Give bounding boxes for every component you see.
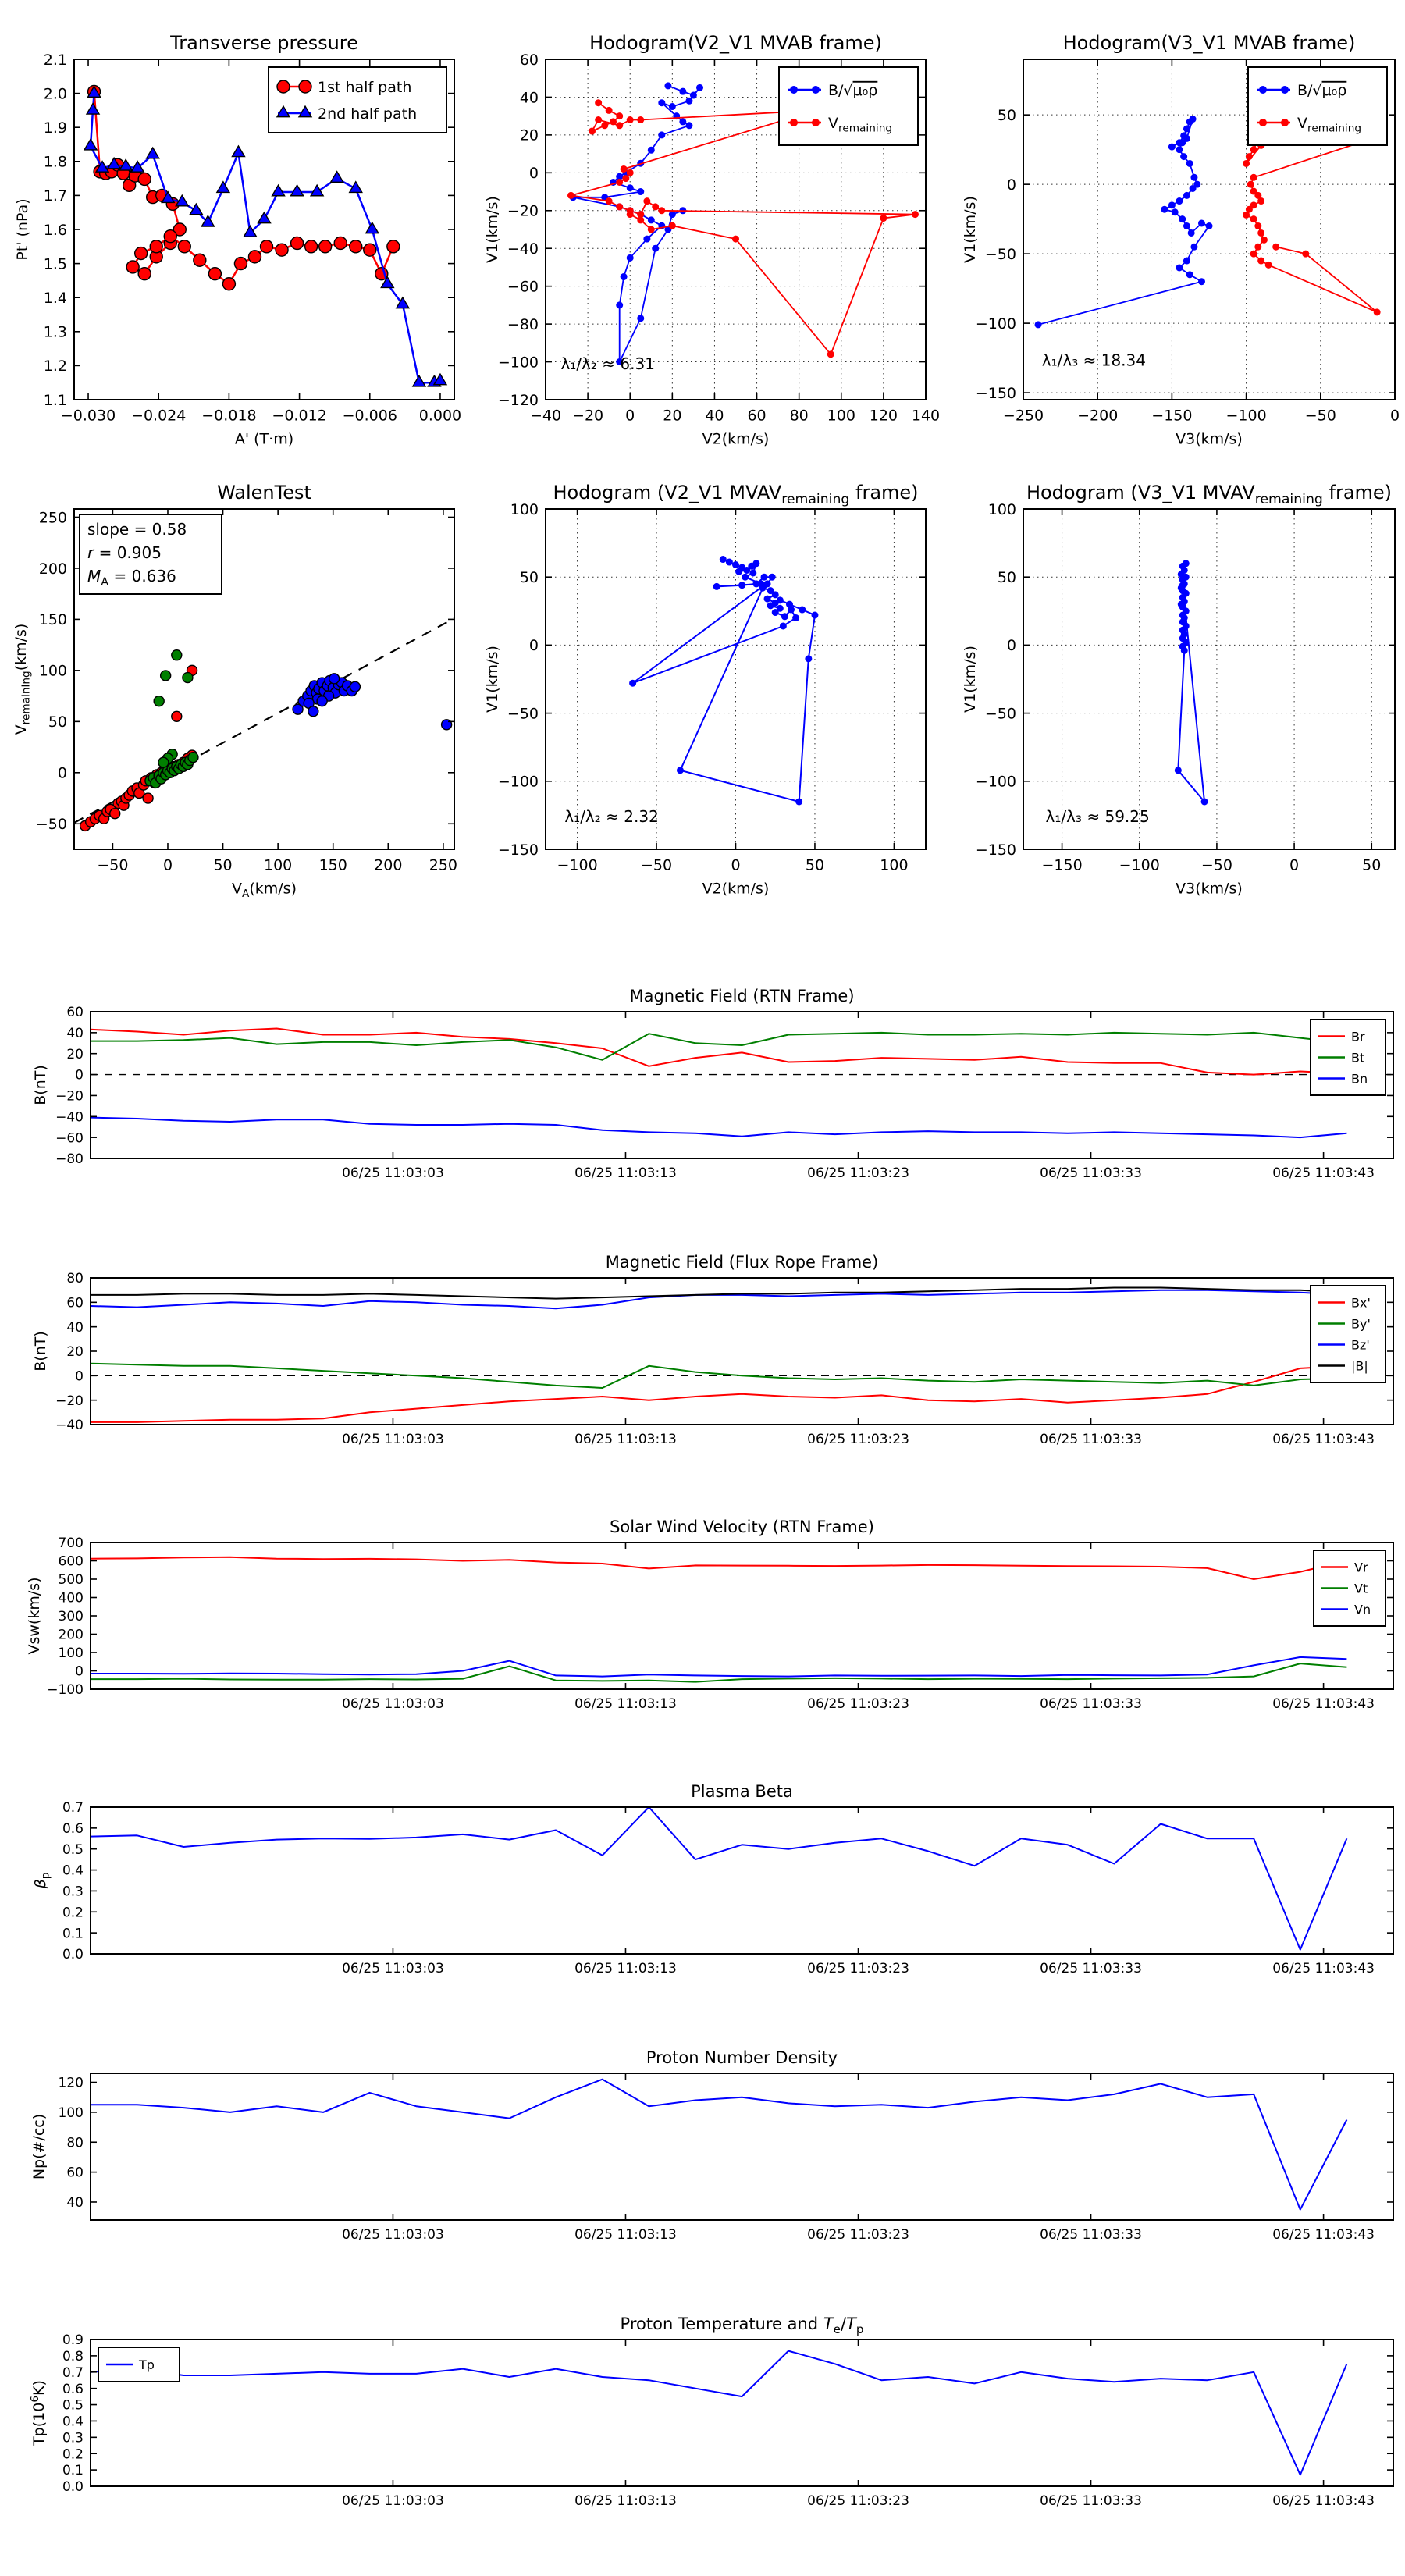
hodogram-v2v1-mvav-ytick-label: 100 bbox=[510, 500, 539, 518]
hodogram-v2v1-mvav-grid bbox=[546, 509, 926, 849]
mag-rtn-legend bbox=[1311, 1019, 1385, 1095]
mag-fluxrope-ytick-label: 60 bbox=[66, 1295, 84, 1311]
transverse-pressure-ytick-label: 1.5 bbox=[43, 255, 67, 273]
transverse-pressure-ytick-label: 1.6 bbox=[43, 221, 67, 239]
proton-temperature-title: Proton Temperature and $T_e/T_p$ bbox=[620, 2314, 864, 2336]
velocity-rtn-ytick-label: 100 bbox=[58, 1646, 84, 1662]
velocity-rtn-legend bbox=[1314, 1550, 1385, 1626]
proton-density-ytick-label: 40 bbox=[66, 2195, 84, 2211]
mag-rtn-ytick-label: −60 bbox=[55, 1130, 84, 1147]
hodogram-v3v1-mvab-legend bbox=[1248, 67, 1387, 145]
mag-fluxrope-ytick-label: −40 bbox=[55, 1418, 84, 1434]
walen-test-title: WalenTest bbox=[217, 482, 311, 503]
panel-mag-fluxrope bbox=[32, 1253, 1393, 1447]
hodogram-v2v1-mvab-ytick-label: −100 bbox=[497, 354, 539, 372]
proton-temperature-ytick-label: 0.6 bbox=[62, 2381, 84, 2397]
mag-fluxrope-ytick-label: −20 bbox=[55, 1393, 84, 1409]
transverse-pressure-ytick-label: 1.1 bbox=[43, 391, 67, 409]
hodogram-v3v1-mvav-series-b bbox=[1175, 560, 1208, 805]
velocity-rtn-ytick-label: 400 bbox=[58, 1590, 84, 1606]
transverse-pressure-ytick-label: 1.8 bbox=[43, 153, 67, 171]
hodogram-v3v1-mvab-xtick-label: −100 bbox=[1225, 407, 1267, 425]
hodogram-v2v1-mvab-series-b bbox=[570, 82, 703, 365]
walen-test-stats-line: slope = 0.58 bbox=[87, 520, 187, 539]
plasma-beta-ytick-label: 0.4 bbox=[62, 1863, 84, 1879]
hodogram-v2v1-mvav-ytick-label: 0 bbox=[528, 637, 539, 655]
hodogram-v2v1-mvab-legend-label: $V_{remaining}$ bbox=[828, 114, 893, 135]
proton-density-ytick-label: 120 bbox=[58, 2075, 84, 2091]
hodogram-v2v1-mvab-ytick-label: −60 bbox=[507, 278, 539, 296]
hodogram-v2v1-mvab-xtick-label: 60 bbox=[747, 407, 767, 425]
velocity-rtn-axes bbox=[91, 1542, 1393, 1689]
hodogram-v3v1-mvab-xtick-label: −200 bbox=[1077, 407, 1119, 425]
proton-density-xtick-label: 06/25 11:03:13 bbox=[574, 2226, 677, 2243]
proton-temperature-legend bbox=[98, 2347, 180, 2382]
proton-density-xtick-label: 06/25 11:03:33 bbox=[1040, 2226, 1142, 2243]
hodogram-v2v1-mvab-xtick-label: 20 bbox=[663, 407, 682, 425]
mag-rtn-ytick-label: −20 bbox=[55, 1088, 84, 1105]
velocity-rtn-ylabel: Vsw(km/s) bbox=[26, 1577, 43, 1655]
walen-test-stats-line: r = 0.905 bbox=[87, 543, 162, 562]
hodogram-v2v1-mvav-annotation: λ₁/λ₂ ≈ 2.32 bbox=[564, 807, 659, 827]
proton-density-ytick-label: 100 bbox=[58, 2105, 84, 2121]
hodogram-v3v1-mvab-xtick-label: −150 bbox=[1151, 407, 1193, 425]
mag-rtn-series-bn bbox=[91, 1118, 1346, 1138]
panel-transverse-pressure bbox=[14, 32, 461, 448]
velocity-rtn-xtick-label: 06/25 11:03:23 bbox=[807, 1695, 909, 1712]
hodogram-v2v1-mvav-ytick-label: −100 bbox=[497, 773, 539, 791]
panel-mag-rtn bbox=[32, 987, 1393, 1181]
velocity-rtn-series-vr bbox=[91, 1557, 1346, 1579]
velocity-rtn-xtick-label: 06/25 11:03:33 bbox=[1040, 1695, 1142, 1712]
walen-test-ytick-label: 150 bbox=[38, 611, 67, 629]
hodogram-v3v1-mvab-ytick-label: 0 bbox=[1006, 176, 1016, 194]
panel-hodogram-v3v1-mvav bbox=[962, 482, 1395, 898]
velocity-rtn-title: Solar Wind Velocity (RTN Frame) bbox=[610, 1517, 874, 1536]
walen-test-xtick-label: 50 bbox=[213, 856, 233, 874]
hodogram-v3v1-mvav-ytick-label: 50 bbox=[997, 569, 1016, 587]
hodogram-v2v1-mvav-xlabel: V2(km/s) bbox=[702, 880, 770, 898]
proton-density-xtick-label: 06/25 11:03:03 bbox=[342, 2226, 444, 2243]
walen-test-ytick-label: 250 bbox=[38, 509, 67, 527]
mag-fluxrope-xtick-label: 06/25 11:03:33 bbox=[1040, 1431, 1142, 1447]
velocity-rtn-ytick-label: 200 bbox=[58, 1627, 84, 1643]
plasma-beta-series-beta-p bbox=[91, 1807, 1346, 1950]
proton-density-xtick-label: 06/25 11:03:43 bbox=[1272, 2226, 1375, 2243]
proton-temperature-ytick-label: 0.5 bbox=[62, 2397, 84, 2414]
hodogram-v2v1-mvab-title: Hodogram(V2_V1 MVAB frame) bbox=[589, 32, 882, 54]
transverse-pressure-ytick-label: 1.2 bbox=[43, 358, 67, 375]
proton-density-title: Proton Number Density bbox=[646, 2048, 838, 2067]
panel-hodogram-v2v1-mvav bbox=[484, 482, 926, 898]
transverse-pressure-ytick-label: 1.4 bbox=[43, 290, 67, 308]
hodogram-v2v1-mvab-ytick-label: 20 bbox=[519, 126, 539, 144]
mag-fluxrope-series--b- bbox=[91, 1288, 1346, 1299]
hodogram-v2v1-mvav-xtick-label: 0 bbox=[731, 856, 741, 874]
mag-rtn-series-br bbox=[91, 1029, 1346, 1075]
walen-test-series-scatter-red bbox=[80, 665, 197, 831]
hodogram-v3v1-mvav-xtick-label: −100 bbox=[1119, 856, 1160, 874]
mag-fluxrope-title: Magnetic Field (Flux Rope Frame) bbox=[605, 1253, 879, 1272]
hodogram-v3v1-mvab-xtick-label: −50 bbox=[1304, 407, 1336, 425]
hodogram-v3v1-mvav-ticks bbox=[976, 501, 1395, 874]
velocity-rtn-ytick-label: 300 bbox=[58, 1609, 84, 1625]
transverse-pressure-ytick-label: 1.9 bbox=[43, 119, 67, 137]
hodogram-v3v1-mvav-axes bbox=[1023, 509, 1395, 849]
proton-temperature-axes bbox=[91, 2339, 1393, 2486]
plasma-beta-ytick-label: 0.3 bbox=[62, 1884, 84, 1900]
plasma-beta-ytick-label: 0.2 bbox=[62, 1905, 84, 1921]
hodogram-v2v1-mvab-xtick-label: −20 bbox=[572, 407, 604, 425]
proton-temperature-series-tp bbox=[91, 2351, 1346, 2475]
walen-test-xtick-label: 200 bbox=[374, 856, 403, 874]
walen-test-stats-line: $M_A = 0.636$ bbox=[87, 567, 176, 589]
panel-proton-density bbox=[30, 2048, 1393, 2243]
transverse-pressure-title: Transverse pressure bbox=[170, 32, 358, 54]
velocity-rtn-ytick-label: 500 bbox=[58, 1572, 84, 1589]
velocity-rtn-xtick-label: 06/25 11:03:03 bbox=[342, 1695, 444, 1712]
hodogram-v3v1-mvav-ytick-label: −150 bbox=[975, 841, 1016, 859]
hodogram-v3v1-mvab-ytick-label: 50 bbox=[997, 107, 1016, 125]
hodogram-v3v1-mvav-ylabel: V1(km/s) bbox=[962, 646, 979, 713]
walen-test-ylabel: $V_{remaining}(km/s)$ bbox=[12, 623, 33, 735]
hodogram-v2v1-mvab-xtick-label: −40 bbox=[529, 407, 562, 425]
mag-rtn-ytick-label: 40 bbox=[66, 1025, 84, 1041]
transverse-pressure-xtick-label: −0.012 bbox=[272, 407, 327, 425]
hodogram-v2v1-mvav-ticks bbox=[498, 501, 926, 874]
hodogram-v2v1-mvab-ytick-label: 60 bbox=[519, 51, 539, 69]
hodogram-v3v1-mvav-ytick-label: −100 bbox=[975, 773, 1016, 791]
velocity-rtn-series-vt bbox=[91, 1663, 1346, 1682]
hodogram-v3v1-mvab-ytick-label: −50 bbox=[984, 245, 1016, 263]
walen-test-stats-box bbox=[80, 514, 222, 594]
hodogram-v2v1-mvav-xtick-label: 50 bbox=[805, 856, 825, 874]
transverse-pressure-ytick-label: 2.1 bbox=[43, 51, 67, 69]
plasma-beta-xtick-label: 06/25 11:03:03 bbox=[342, 1960, 444, 1976]
proton-temperature-ytick-label: 0.7 bbox=[62, 2364, 84, 2381]
transverse-pressure-legend bbox=[269, 67, 446, 133]
hodogram-v3v1-mvab-ytick-label: −100 bbox=[975, 315, 1016, 333]
walen-test-ytick-label: −50 bbox=[35, 816, 67, 834]
mag-fluxrope-legend-label: By' bbox=[1351, 1316, 1371, 1332]
walen-test-xtick-label: 250 bbox=[429, 856, 458, 874]
hodogram-v3v1-mvav-grid bbox=[1023, 509, 1395, 849]
hodogram-v2v1-mvab-xtick-label: 0 bbox=[625, 407, 635, 425]
hodogram-v2v1-mvav-xtick-label: 100 bbox=[880, 856, 909, 874]
hodogram-v3v1-mvab-series-b bbox=[1035, 116, 1213, 328]
hodogram-v3v1-mvav-xtick-label: −150 bbox=[1041, 856, 1083, 874]
panel-velocity-rtn bbox=[26, 1517, 1393, 1712]
proton-temperature-ytick-label: 0.9 bbox=[62, 2332, 84, 2349]
hodogram-v3v1-mvab-legend-label: $V_{remaining}$ bbox=[1297, 114, 1362, 135]
transverse-pressure-xtick-label: −0.006 bbox=[342, 407, 397, 425]
hodogram-v2v1-mvab-xlabel: V2(km/s) bbox=[702, 430, 770, 448]
velocity-rtn-legend-label: Vn bbox=[1354, 1602, 1371, 1617]
hodogram-v3v1-mvav-xtick-label: 0 bbox=[1289, 856, 1300, 874]
velocity-rtn-ytick-label: −100 bbox=[47, 1682, 84, 1699]
walen-test-ytick-label: 50 bbox=[48, 713, 67, 731]
proton-temperature-ytick-label: 0.2 bbox=[62, 2446, 84, 2463]
hodogram-v3v1-mvab-annotation: λ₁/λ₃ ≈ 18.34 bbox=[1041, 350, 1146, 370]
plasma-beta-ytick-label: 0.1 bbox=[62, 1926, 84, 1942]
proton-temperature-xtick-label: 06/25 11:03:23 bbox=[807, 2492, 909, 2509]
mag-rtn-ytick-label: −40 bbox=[55, 1109, 84, 1126]
panel-hodogram-v3v1-mvab bbox=[962, 32, 1400, 448]
hodogram-v2v1-mvab-xtick-label: 80 bbox=[789, 407, 809, 425]
plasma-beta-ylabel: $\beta_p$ bbox=[32, 1872, 52, 1889]
transverse-pressure-xtick-label: 0.000 bbox=[418, 407, 462, 425]
mag-fluxrope-legend bbox=[1311, 1286, 1385, 1382]
mag-rtn-ytick-label: 20 bbox=[66, 1046, 84, 1062]
walen-test-xtick-label: −50 bbox=[97, 856, 129, 874]
hodogram-v3v1-mvab-xlabel: V3(km/s) bbox=[1176, 430, 1243, 448]
plasma-beta-title: Plasma Beta bbox=[691, 1782, 793, 1801]
hodogram-v3v1-mvab-ylabel: V1(km/s) bbox=[962, 196, 979, 263]
panel-hodogram-v2v1-mvab bbox=[484, 32, 940, 448]
hodogram-v2v1-mvav-title: Hodogram (V2_V1 $MVAV_{remaining}$ frame) bbox=[553, 482, 919, 507]
hodogram-v2v1-mvab-ytick-label: −120 bbox=[497, 391, 539, 409]
hodogram-v2v1-mvab-legend-label: B/√μ₀ρ bbox=[828, 81, 878, 99]
mag-fluxrope-ticks bbox=[55, 1271, 1393, 1447]
velocity-rtn-legend-label: Vt bbox=[1354, 1581, 1368, 1596]
panel-plasma-beta bbox=[32, 1782, 1393, 1976]
proton-temperature-ytick-label: 0.1 bbox=[62, 2463, 84, 2479]
hodogram-v2v1-mvav-series-b bbox=[629, 556, 818, 805]
hodogram-v3v1-mvab-ytick-label: −150 bbox=[975, 384, 1016, 402]
mag-rtn-xtick-label: 06/25 11:03:43 bbox=[1272, 1165, 1375, 1181]
hodogram-v3v1-mvab-title: Hodogram(V3_V1 MVAB frame) bbox=[1062, 32, 1356, 54]
hodogram-v3v1-mvav-xtick-label: 50 bbox=[1362, 856, 1382, 874]
mag-fluxrope-series-bz- bbox=[91, 1290, 1346, 1309]
walen-test-xtick-label: 150 bbox=[318, 856, 347, 874]
proton-density-series-np bbox=[91, 2080, 1346, 2210]
hodogram-v2v1-mvav-xtick-label: −50 bbox=[640, 856, 673, 874]
transverse-pressure-ylabel: Pt' (nPa) bbox=[14, 198, 31, 261]
proton-temperature-xtick-label: 06/25 11:03:33 bbox=[1040, 2492, 1142, 2509]
walen-test-ytick-label: 100 bbox=[38, 662, 67, 680]
hodogram-v2v1-mvab-ytick-label: −40 bbox=[507, 240, 539, 258]
mag-rtn-xtick-label: 06/25 11:03:03 bbox=[342, 1165, 444, 1181]
hodogram-v3v1-mvav-xtick-label: −50 bbox=[1200, 856, 1232, 874]
plasma-beta-xtick-label: 06/25 11:03:43 bbox=[1272, 1960, 1375, 1976]
mag-rtn-ylabel: B(nT) bbox=[32, 1065, 49, 1105]
mag-fluxrope-xtick-label: 06/25 11:03:23 bbox=[807, 1431, 909, 1447]
mag-fluxrope-legend-label: Bz' bbox=[1351, 1337, 1370, 1353]
velocity-rtn-ticks bbox=[47, 1535, 1393, 1712]
hodogram-v2v1-mvab-xtick-label: 100 bbox=[827, 407, 855, 425]
velocity-rtn-legend-label: Vr bbox=[1354, 1560, 1368, 1575]
hodogram-v3v1-mvab-series-vremaining bbox=[1243, 130, 1381, 316]
panel-walen-test bbox=[12, 482, 457, 900]
transverse-pressure-ytick-label: 1.7 bbox=[43, 187, 67, 205]
hodogram-v2v1-mvab-xtick-label: 40 bbox=[705, 407, 724, 425]
transverse-pressure-legend-label: 2nd half path bbox=[318, 105, 418, 123]
plasma-beta-ytick-label: 0.6 bbox=[62, 1820, 84, 1837]
proton-temperature-ytick-label: 0.3 bbox=[62, 2430, 84, 2446]
plasma-beta-axes bbox=[91, 1807, 1393, 1954]
mag-fluxrope-legend-label: Bx' bbox=[1351, 1295, 1371, 1311]
hodogram-v2v1-mvab-xtick-label: 140 bbox=[911, 407, 941, 425]
mag-rtn-ytick-label: −80 bbox=[55, 1151, 84, 1168]
hodogram-v3v1-mvab-legend-label: B/√μ₀ρ bbox=[1297, 81, 1347, 99]
mag-rtn-legend-label: Bt bbox=[1351, 1050, 1365, 1066]
hodogram-v2v1-mvab-ytick-label: −20 bbox=[507, 202, 539, 220]
plasma-beta-ticks bbox=[62, 1800, 1393, 1976]
mag-rtn-xtick-label: 06/25 11:03:33 bbox=[1040, 1165, 1142, 1181]
hodogram-v2v1-mvab-ylabel: V1(km/s) bbox=[484, 196, 501, 263]
velocity-rtn-ytick-label: 600 bbox=[58, 1553, 84, 1570]
mag-rtn-legend-label: Br bbox=[1351, 1029, 1365, 1044]
walen-test-series-scatter-blue bbox=[293, 674, 452, 730]
mag-fluxrope-ytick-label: 80 bbox=[66, 1271, 84, 1287]
hodogram-v2v1-mvav-ytick-label: 50 bbox=[519, 569, 539, 587]
hodogram-v2v1-mvav-ytick-label: −50 bbox=[507, 705, 539, 723]
hodogram-v3v1-mvav-ytick-label: 100 bbox=[987, 500, 1016, 518]
mag-rtn-ytick-label: 60 bbox=[66, 1005, 84, 1021]
hodogram-v2v1-mvav-axes bbox=[546, 509, 926, 849]
proton-density-ytick-label: 80 bbox=[66, 2135, 84, 2151]
transverse-pressure-ytick-label: 2.0 bbox=[43, 85, 67, 103]
panel-proton-temperature bbox=[29, 2314, 1393, 2509]
mag-fluxrope-legend-label: |B| bbox=[1351, 1358, 1368, 1374]
plasma-beta-ytick-label: 0.7 bbox=[62, 1800, 84, 1816]
proton-density-xtick-label: 06/25 11:03:23 bbox=[807, 2226, 909, 2243]
proton-temperature-ytick-label: 0.4 bbox=[62, 2414, 84, 2430]
transverse-pressure-xtick-label: −0.030 bbox=[60, 407, 116, 425]
mag-rtn-xtick-label: 06/25 11:03:13 bbox=[574, 1165, 677, 1181]
hodogram-v3v1-mvav-title: Hodogram (V3_V1 $MVAV_{remaining}$ frame) bbox=[1026, 482, 1393, 507]
velocity-rtn-xtick-label: 06/25 11:03:13 bbox=[574, 1695, 677, 1712]
hodogram-v3v1-mvab-xtick-label: −250 bbox=[1002, 407, 1044, 425]
velocity-rtn-xtick-label: 06/25 11:03:43 bbox=[1272, 1695, 1375, 1712]
transverse-pressure-legend-label: 1st half path bbox=[318, 78, 412, 96]
hodogram-v2v1-mvav-ylabel: V1(km/s) bbox=[484, 646, 501, 713]
transverse-pressure-ytick-label: 1.3 bbox=[43, 323, 67, 341]
plasma-beta-ytick-label: 0.0 bbox=[62, 1947, 84, 1963]
proton-temperature-legend-label: Tp bbox=[139, 2357, 155, 2372]
plasma-beta-xtick-label: 06/25 11:03:13 bbox=[574, 1960, 677, 1976]
mag-fluxrope-xtick-label: 06/25 11:03:03 bbox=[342, 1431, 444, 1447]
hodogram-v2v1-mvav-ytick-label: −150 bbox=[497, 841, 539, 859]
walen-test-ytick-label: 0 bbox=[57, 764, 67, 782]
transverse-pressure-xtick-label: −0.018 bbox=[201, 407, 257, 425]
mag-fluxrope-xtick-label: 06/25 11:03:43 bbox=[1272, 1431, 1375, 1447]
mag-fluxrope-axes bbox=[91, 1278, 1393, 1425]
hodogram-v3v1-mvab-xtick-label: 0 bbox=[1389, 407, 1400, 425]
mag-rtn-xtick-label: 06/25 11:03:23 bbox=[807, 1165, 909, 1181]
proton-temperature-ylabel: $Tp(10^6K)$ bbox=[28, 2380, 48, 2446]
hodogram-v2v1-mvab-xtick-label: 120 bbox=[869, 407, 898, 425]
hodogram-v2v1-mvab-annotation: λ₁/λ₂ ≈ 6.31 bbox=[560, 354, 655, 373]
velocity-rtn-series-vn bbox=[91, 1657, 1346, 1677]
proton-temperature-xtick-label: 06/25 11:03:43 bbox=[1272, 2492, 1375, 2509]
hodogram-v3v1-mvav-ytick-label: 0 bbox=[1006, 637, 1016, 655]
proton-density-ytick-label: 60 bbox=[66, 2165, 84, 2181]
hodogram-v2v1-mvab-ytick-label: 40 bbox=[519, 89, 539, 107]
hodogram-v3v1-mvav-xlabel: V3(km/s) bbox=[1176, 880, 1243, 898]
plasma-beta-xtick-label: 06/25 11:03:23 bbox=[807, 1960, 909, 1976]
hodogram-v2v1-mvab-ytick-label: 0 bbox=[528, 165, 539, 183]
hodogram-v3v1-mvav-annotation: λ₁/λ₃ ≈ 59.25 bbox=[1045, 807, 1150, 827]
mag-rtn-ticks bbox=[55, 1005, 1393, 1181]
transverse-pressure-xlabel: A' (T·m) bbox=[234, 430, 294, 448]
mag-fluxrope-ytick-label: 20 bbox=[66, 1344, 84, 1361]
proton-temperature-xtick-label: 06/25 11:03:03 bbox=[342, 2492, 444, 2509]
proton-temperature-ytick-label: 0.0 bbox=[62, 2479, 84, 2496]
proton-density-ylabel: Np(#/cc) bbox=[30, 2113, 48, 2180]
proton-temperature-ticks bbox=[62, 2332, 1393, 2509]
velocity-rtn-ytick-label: 700 bbox=[58, 1535, 84, 1552]
walen-test-ytick-label: 200 bbox=[38, 560, 67, 578]
velocity-rtn-ytick-label: 0 bbox=[75, 1663, 84, 1680]
mag-rtn-title: Magnetic Field (RTN Frame) bbox=[629, 987, 855, 1005]
walen-test-xtick-label: 100 bbox=[264, 856, 293, 874]
hodogram-v2v1-mvab-legend bbox=[779, 67, 918, 145]
plasma-beta-ytick-label: 0.5 bbox=[62, 1841, 84, 1858]
mag-fluxrope-xtick-label: 06/25 11:03:13 bbox=[574, 1431, 677, 1447]
mag-rtn-ytick-label: 0 bbox=[75, 1067, 84, 1083]
hodogram-v2v1-mvav-xtick-label: −100 bbox=[557, 856, 598, 874]
proton-temperature-xtick-label: 06/25 11:03:13 bbox=[574, 2492, 677, 2509]
walen-test-xlabel: $V_A(km/s)$ bbox=[232, 880, 297, 901]
plasma-beta-xtick-label: 06/25 11:03:33 bbox=[1040, 1960, 1142, 1976]
mag-fluxrope-ytick-label: 0 bbox=[75, 1368, 84, 1385]
hodogram-v2v1-mvab-ytick-label: −80 bbox=[507, 315, 539, 333]
hodogram-v3v1-mvav-ytick-label: −50 bbox=[984, 705, 1016, 723]
transverse-pressure-xtick-label: −0.024 bbox=[131, 407, 187, 425]
mag-fluxrope-ylabel: B(nT) bbox=[32, 1331, 49, 1372]
walen-test-xtick-label: 0 bbox=[162, 856, 173, 874]
mag-rtn-legend-label: Bn bbox=[1351, 1071, 1368, 1087]
mag-fluxrope-ytick-label: 40 bbox=[66, 1319, 84, 1336]
proton-temperature-ytick-label: 0.8 bbox=[62, 2349, 84, 2365]
